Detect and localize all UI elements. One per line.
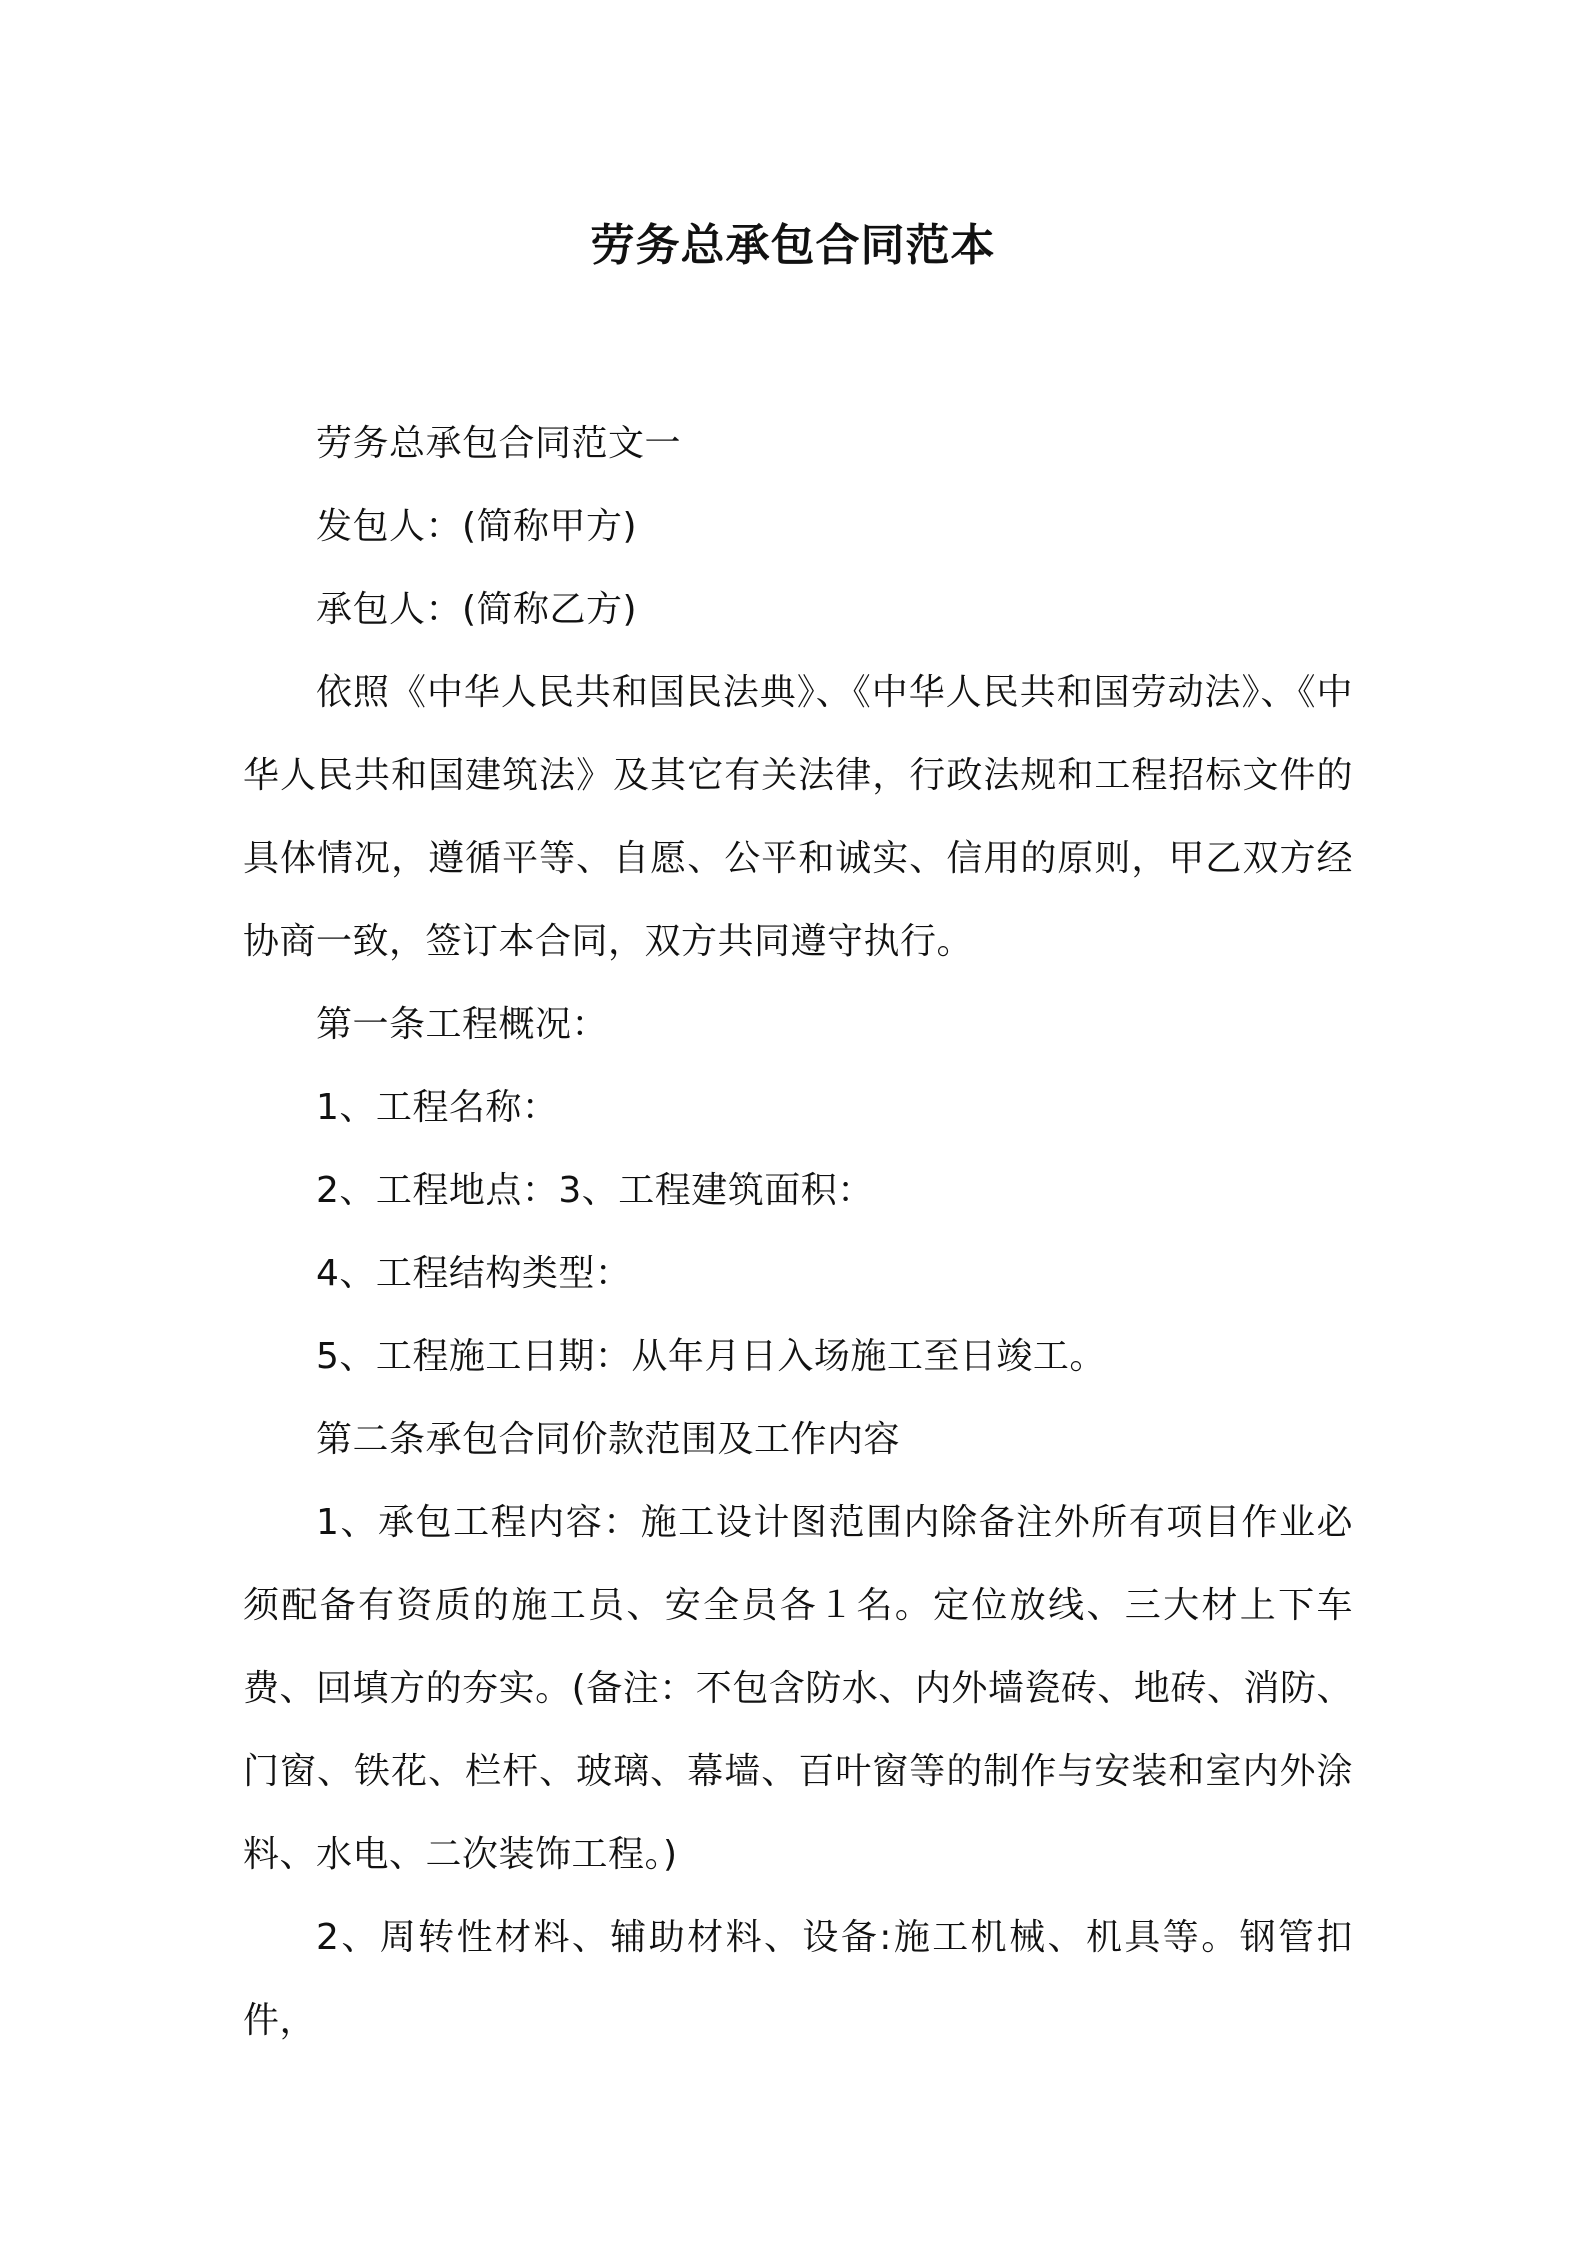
document-title: 劳务总承包合同范本: [590, 220, 996, 271]
paragraph-work-content: 1、承包工程内容：施工设计图范围内除备注外所有项目作业必须配备有资质的施工员、安全员各１名。定位放线、三大材上下车费、回填方的夯实。(备注：不包含防水、内外墙瓷砖、地砖、消防、门窗、铁花、栏杆、玻璃、幕墙、百叶窗等的制作与安装和室内外涂料、水电、二次装饰工程。): [243, 1502, 1353, 1875]
paragraph-party-b: 承包人：(简称乙方): [316, 589, 638, 630]
paragraph-project-location: 2、工程地点：3、工程建筑面积：: [316, 1170, 874, 1211]
paragraph-project-name: 1、工程名称：: [316, 1087, 559, 1128]
paragraph-preamble: 依照《中华人民共和国民法典》、《中华人民共和国劳动法》、《中华人民共和国建筑法》及其它有关法律，行政法规和工程招标文件的具体情况，遵循平等、自愿、公平和诚实、信用的原则，甲乙双方经协商一致，签订本合同，双方共同遵守执行。: [243, 672, 1353, 962]
paragraph-party-a: 发包人：(简称甲方): [316, 506, 638, 547]
paragraph-article-1-heading: 第一条工程概况：: [316, 1004, 609, 1045]
paragraph-heading: 劳务总承包合同范文一: [316, 423, 682, 464]
paragraph-construction-dates: 5、工程施工日期：从年月日入场施工至日竣工。: [316, 1336, 1106, 1377]
paragraph-materials: 2、周转性材料、辅助材料、设备:施工机械、机具等。钢管扣件，: [243, 1917, 1353, 2041]
paragraph-article-2-heading: 第二条承包合同价款范围及工作内容: [316, 1419, 901, 1460]
document-body: [243, 402, 1353, 2062]
paragraph-structure-type: 4、工程结构类型：: [316, 1253, 632, 1294]
